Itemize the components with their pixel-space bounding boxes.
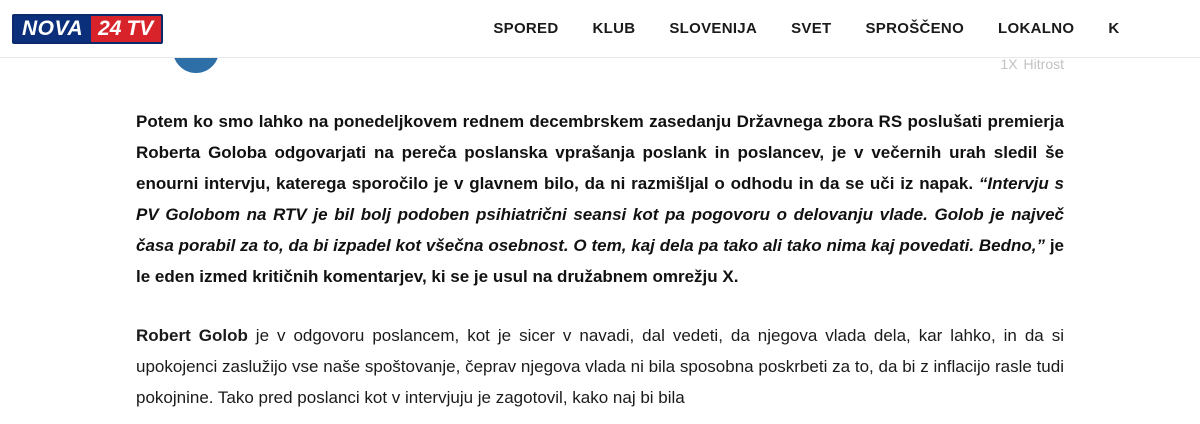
lead-text-part-1: Potem ko smo lahko na ponedeljkovem rednem decembrskem zasedanju Državnega zbora RS poslušati premierja Roberta Goloba odgovarjati na pereča poslanska vprašanja poslank in poslancev, je v večernih urah sledil še enourni intervju, katerega sporočilo je v glavnem bilo, da ni razmišljal o odhodu in da se uči iz napak. — [136, 112, 1064, 193]
article-lead-paragraph — [136, 106, 1064, 292]
article-body — [0, 58, 1200, 413]
playback-speed-label: Hitrost — [1023, 58, 1064, 72]
logo-text-tv: TV — [126, 16, 161, 42]
nav-item-spored[interactable]: SPORED — [493, 20, 559, 37]
nav-item-klub[interactable]: KLUB — [592, 20, 636, 37]
author-avatar — [170, 58, 222, 76]
nav-item-lokalno[interactable]: LOKALNO — [998, 20, 1075, 37]
nav-item-sprosceno[interactable]: SPROŠČENO — [865, 20, 965, 37]
gauge-icon: 1X — [1000, 58, 1018, 72]
article-paragraph-1 — [136, 320, 1064, 413]
site-logo[interactable] — [12, 14, 163, 44]
nav-item-slovenija[interactable]: SLOVENIJA — [669, 20, 758, 37]
article-meta-row — [136, 58, 1064, 80]
lead-text-part-2: je le eden izmed kritičnih komentarjev, ki se je usul na družabnem omrežju X. — [136, 236, 1064, 286]
paragraph-lead-in-name: Robert Golob — [136, 326, 248, 345]
logo-text-24: 24 — [91, 16, 126, 42]
site-header — [0, 0, 1200, 58]
logo-text-nova: NOVA — [14, 16, 91, 42]
paragraph-1-text: je v odgovoru poslancem, kot je sicer v navadi, dal vedeti, da njegova vlada dela, kar lahko, in da si upokojenci zaslužijo vse naše spoštovanje, čeprav njegova vlada ni bila sposobna poskrbeti za to, da bi z inflacijo rasle tudi pokojnine. Tako pred poslanci kot v intervjuju je zagotovil, kako naj bi bila — [136, 326, 1064, 407]
main-navigation — [493, 20, 1119, 37]
nav-item-k[interactable]: K — [1108, 20, 1120, 37]
lead-quote: “Intervju s PV Golobom na RTV je bil bolj podoben psihiatrični seansi kot pa pogovoru o delovanju vlade. Golob je največ časa porabil za to, da bi izpadel kot všečna osebnost. O tem, kaj dela pa tako ali tako nima kaj povedati. Bedno,” — [136, 174, 1064, 255]
nav-item-svet[interactable]: SVET — [791, 20, 832, 37]
playback-speed-control[interactable] — [1000, 58, 1064, 72]
